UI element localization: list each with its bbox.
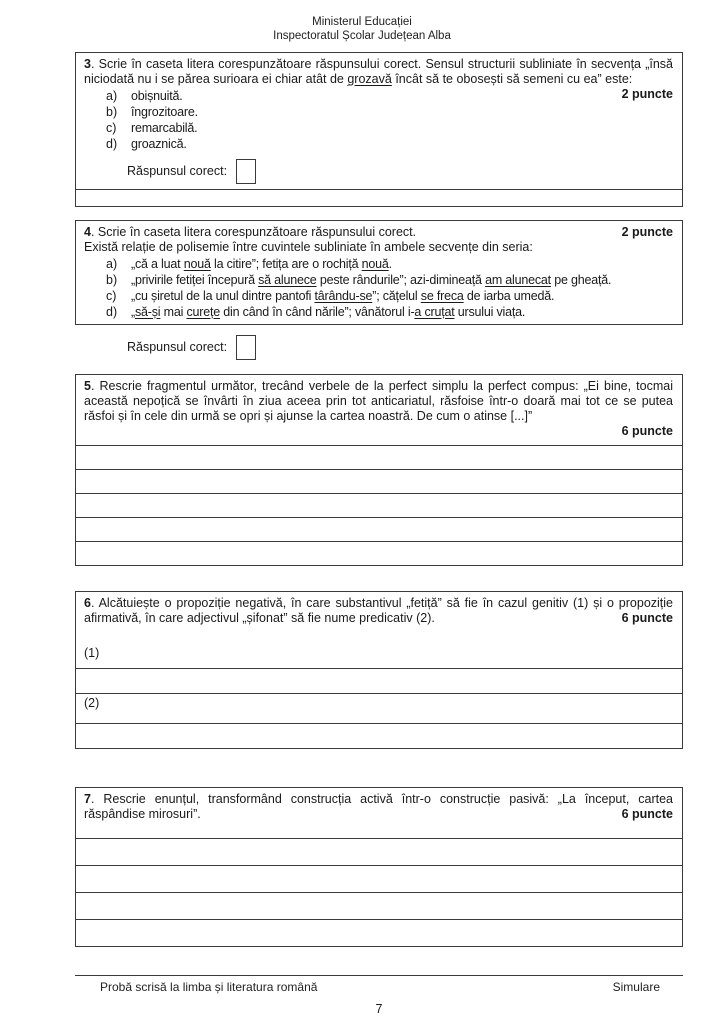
text-run: 4 <box>84 225 91 239</box>
option-text <box>131 105 198 119</box>
option-letter: b) <box>106 273 118 287</box>
exam-content <box>75 52 683 947</box>
answer-label: Răspunsul corect: <box>127 340 228 354</box>
option-text <box>131 89 183 103</box>
ministry-title: Ministerul Educației <box>312 16 412 28</box>
question-7-write-row[interactable] <box>75 893 683 920</box>
question-3-option-d <box>106 136 673 152</box>
text-run: de iarba umedă. <box>463 289 555 303</box>
text-run: din când în când nările”; vânătorul i- <box>220 305 415 319</box>
text-run: 3 <box>84 57 91 71</box>
question-7-box <box>75 787 683 839</box>
inspectorate-title: Inspectoratul Școlar Județean Alba <box>273 29 451 42</box>
text-run: Există relație de polisemie între cuvintele subliniate în ambele secvențe din seria: <box>84 240 533 254</box>
question-7-write-row[interactable] <box>75 920 683 947</box>
text-run: pe gheață. <box>550 273 612 287</box>
question-7-block <box>75 787 683 947</box>
option-text <box>131 137 187 151</box>
text-run: . Rescrie enunțul, transformând construcția activă într-o construcție pasivă: „La început, cartea răspândise mirosuri”. <box>84 792 673 821</box>
underlined-text: a cruțat <box>414 305 455 319</box>
question-5-write-row[interactable] <box>75 518 683 542</box>
text-run: „ <box>131 305 135 319</box>
question-4-block <box>75 220 683 361</box>
question-3-blank-row[interactable] <box>75 190 683 207</box>
points-label: 2 puncte <box>621 225 673 239</box>
document-footer <box>75 975 683 1017</box>
question-4-box <box>75 220 683 325</box>
question-5-box <box>75 374 683 446</box>
text-run: îngrozitoare. <box>131 105 198 119</box>
text-run: obișnuită. <box>131 89 183 103</box>
text-run: „privirile fetiței începură <box>131 273 259 287</box>
option-text <box>131 121 197 135</box>
text-run: . Rescrie fragmentul următor, trecând verbele de la perfect simplu la perfect compus: „Ei bine, tocmai această nepoțică se învârti în ziua aceea prin tot anticariatul, răsfoise într-o doară mai tot ce se putea răsfoi și în cele din urmă se opri și ajunse la cartea noastră. De cum o atinse [...]” <box>84 379 673 423</box>
underlined-text: să-și <box>134 305 161 319</box>
document-header <box>0 16 724 43</box>
text-run: . Alcătuiește o propoziție negativă, în care substantivul „fetiță” să fie în cazul genitiv (1) și o propoziție afirmativă, în care adjectivul „șifonat” să fie nume predicativ (2). <box>84 596 673 625</box>
option-text <box>131 257 392 271</box>
question-4-option-b <box>106 272 673 288</box>
question-4-answer-line <box>127 334 683 361</box>
points-label: 2 puncte <box>621 87 673 101</box>
question-6-write-row[interactable] <box>75 724 683 749</box>
text-run: ”; cățelul <box>372 289 421 303</box>
question-4-answer-box[interactable] <box>236 335 256 360</box>
text-run: peste rândurile”; azi-dimineață <box>316 273 486 287</box>
footer-session-name: Simulare <box>612 980 660 994</box>
text-run: la citire”; fetița are o rochiță <box>210 257 362 271</box>
underlined-text: am alunecat <box>485 273 551 287</box>
question-6-box <box>75 591 683 669</box>
question-3-answer-box[interactable] <box>236 159 256 184</box>
text-run: „că a luat <box>131 257 184 271</box>
question-6-sublabel-2: (2) <box>84 696 100 710</box>
option-text <box>131 305 525 319</box>
option-letter: a) <box>106 257 118 271</box>
footer-row <box>75 976 683 995</box>
option-letter: a) <box>106 89 118 103</box>
text-run: încât să te obosești să semeni cu ea” este: <box>391 72 633 86</box>
text-run: 6 <box>84 596 91 610</box>
underlined-text: grozavă <box>347 72 392 86</box>
question-7-write-row[interactable] <box>75 866 683 893</box>
question-6-block <box>75 591 683 749</box>
text-run: ursului viața. <box>454 305 526 319</box>
question-3-options <box>106 88 673 152</box>
question-4-option-d <box>106 304 673 320</box>
underlined-text: târându-se <box>314 289 373 303</box>
question-3-option-c <box>106 120 673 136</box>
option-letter: c) <box>106 121 117 135</box>
question-6-write-row[interactable] <box>75 669 683 694</box>
question-6-text <box>84 596 673 626</box>
option-letter: d) <box>106 137 118 151</box>
question-3-option-b <box>106 104 673 120</box>
option-letter: b) <box>106 105 118 119</box>
answer-label: Răspunsul corect: <box>127 164 228 178</box>
question-4-option-a <box>106 256 673 272</box>
question-4-text-line1 <box>84 225 673 240</box>
question-3-block <box>75 52 683 207</box>
option-letter: c) <box>106 289 117 303</box>
points-label: 6 puncte <box>621 424 673 438</box>
text-run: remarcabilă. <box>131 121 198 135</box>
footer-exam-name: Probă scrisă la limba și literatura română <box>100 980 318 994</box>
question-3-option-a <box>106 88 673 104</box>
option-text <box>131 273 611 287</box>
text-run: . Scrie în caseta litera corespunzătoare răspunsului corect. <box>90 225 417 239</box>
question-3-answer-line <box>127 158 673 185</box>
underlined-text: curețe <box>186 305 221 319</box>
question-4-text-line2 <box>84 240 673 255</box>
question-4-option-c <box>106 288 673 304</box>
question-5-text <box>84 379 673 439</box>
text-run: . <box>388 257 392 271</box>
question-6-row-2[interactable] <box>75 694 683 724</box>
underlined-text: nouă <box>361 257 389 271</box>
question-5-write-row[interactable] <box>75 446 683 470</box>
question-5-write-row[interactable] <box>75 494 683 518</box>
text-run: mai <box>160 305 187 319</box>
question-7-write-row[interactable] <box>75 839 683 866</box>
underlined-text: se freca <box>420 289 464 303</box>
option-text <box>131 289 554 303</box>
points-label: 6 puncte <box>621 807 673 821</box>
question-6-sublabel-1: (1) <box>84 646 100 660</box>
text-run: 7 <box>84 792 91 806</box>
question-5-block <box>75 374 683 566</box>
page-number: 7 <box>375 1002 383 1016</box>
underlined-text: nouă <box>183 257 211 271</box>
option-letter: d) <box>106 305 118 319</box>
question-4-options <box>106 256 673 320</box>
text-run: groaznică. <box>131 137 187 151</box>
text-run: . Scrie în caseta litera corespunzătoare răspunsului corect. Sensul structurii subliniate în secvența „însă niciodată nu i se părea surioara ei chiar atât de <box>84 57 673 86</box>
question-7-text <box>84 792 673 822</box>
text-run: „cu șiretul de la unul dintre pantofi <box>131 289 315 303</box>
question-5-write-row[interactable] <box>75 470 683 494</box>
underlined-text: să alunece <box>258 273 317 287</box>
text-run: 5 <box>84 379 91 393</box>
question-5-write-row[interactable] <box>75 542 683 566</box>
points-label: 6 puncte <box>621 611 673 625</box>
question-3-box <box>75 52 683 190</box>
